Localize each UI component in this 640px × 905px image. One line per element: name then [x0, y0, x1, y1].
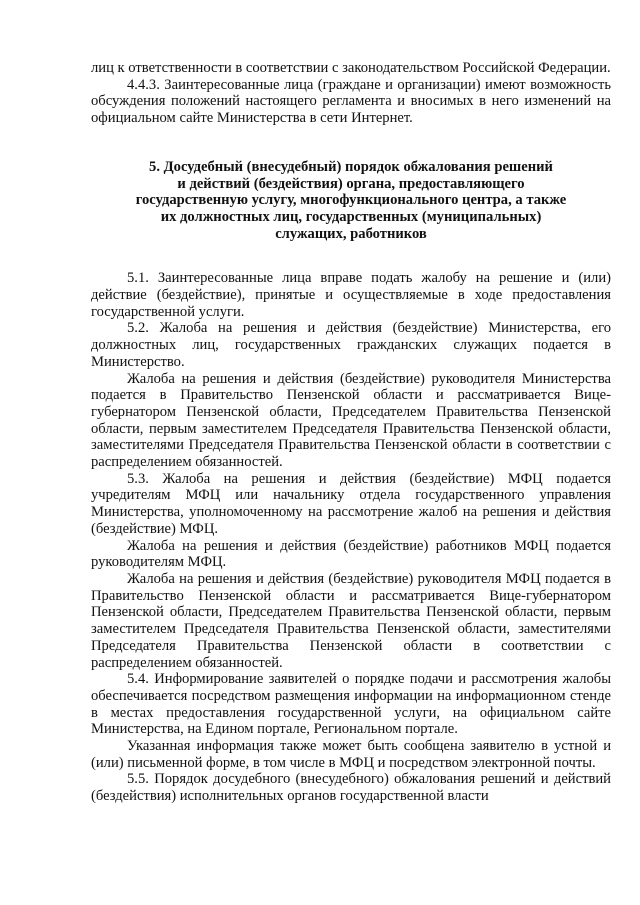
section-heading-line: служащих, работников — [275, 225, 427, 242]
paragraph-5-4: 5.4. Информирование заявителей о порядке подачи и рассмотрения жалобы обеспечивается посредством размещения информации на информационном стенде в местах предоставления государственной услуги, на официальном сайте Министерства, на Едином портале, Региональном портале. — [91, 671, 611, 738]
paragraph-5-3-mfc-head: Жалоба на решения и действия (бездействие) руководителя МФЦ подается в Правительство Пензенской области и рассматривается Вице-губернатором Пензенской области, Председателем Правительства Пензенской области, первым заместителем Председателя Правительства Пензенской области, заместителями Председателя Правительства Пензенской области в соответствии с распределением обязанностей. — [91, 570, 611, 671]
paragraph-5-2: 5.2. Жалоба на решения и действия (бездействие) Министерства, его должностных лиц, государственных гражданских служащих подается в Министерство. — [91, 320, 611, 370]
paragraph-5-2-minister-complaint: Жалоба на решения и действия (бездействие) руководителя Министерства подается в Правительство Пензенской области и рассматривается Вице-губернатором Пензенской области, Председателем Правительства Пензенской области, первым заместителем Председателя Правительства Пензенской области, заместителями Председателя Правительства Пензенской области в соответствии с распределением обязанностей. — [91, 370, 611, 471]
paragraph-4-4-3: 4.4.3. Заинтересованные лица (граждане и организации) имеют возможность обсуждения положений настоящего регламента и вносимых в него изменений на официальном сайте Министерства в сети Интернет. — [91, 76, 611, 127]
intro-continuation-paragraph: лиц к ответственности в соответствии с законодательством Российской Федерации. — [91, 60, 611, 76]
section-5-heading — [91, 159, 611, 243]
paragraph-5-1: 5.1. Заинтересованные лица вправе подать жалобу на решение и (или) действие (бездействие), принятые и осуществляемые в ходе предоставления государственной услуги. — [91, 270, 611, 320]
paragraph-5-3-mfc-workers: Жалоба на решения и действия (бездействие) работников МФЦ подается руководителям МФЦ. — [91, 537, 611, 571]
section-heading-line: и действий (бездействия) органа, предоставляющего — [177, 175, 525, 192]
section-heading-line: государственную услугу, многофункционального центра, а также — [135, 192, 567, 209]
section-heading-line: их должностных лиц, государственных (муниципальных) — [160, 208, 542, 225]
paragraph-5-4-info: Указанная информация также может быть сообщена заявителю в устной и (или) письменной форме, в том числе в МФЦ и посредством электронной почты. — [91, 738, 611, 771]
document-page — [91, 60, 611, 805]
section-heading-line: 5. Досудебный (внесудебный) порядок обжалования решений — [149, 158, 553, 175]
paragraph-5-3: 5.3. Жалоба на решения и действия (бездействие) МФЦ подается учредителям МФЦ или начальнику отдела государственного управления Министерства, уполномоченному на рассмотрение жалоб на решения и действия (бездействие) МФЦ. — [91, 470, 611, 537]
paragraph-5-5: 5.5. Порядок досудебного (внесудебного) обжалования решений и действий (бездействия) исполнительных органов государственной власти — [91, 771, 611, 805]
